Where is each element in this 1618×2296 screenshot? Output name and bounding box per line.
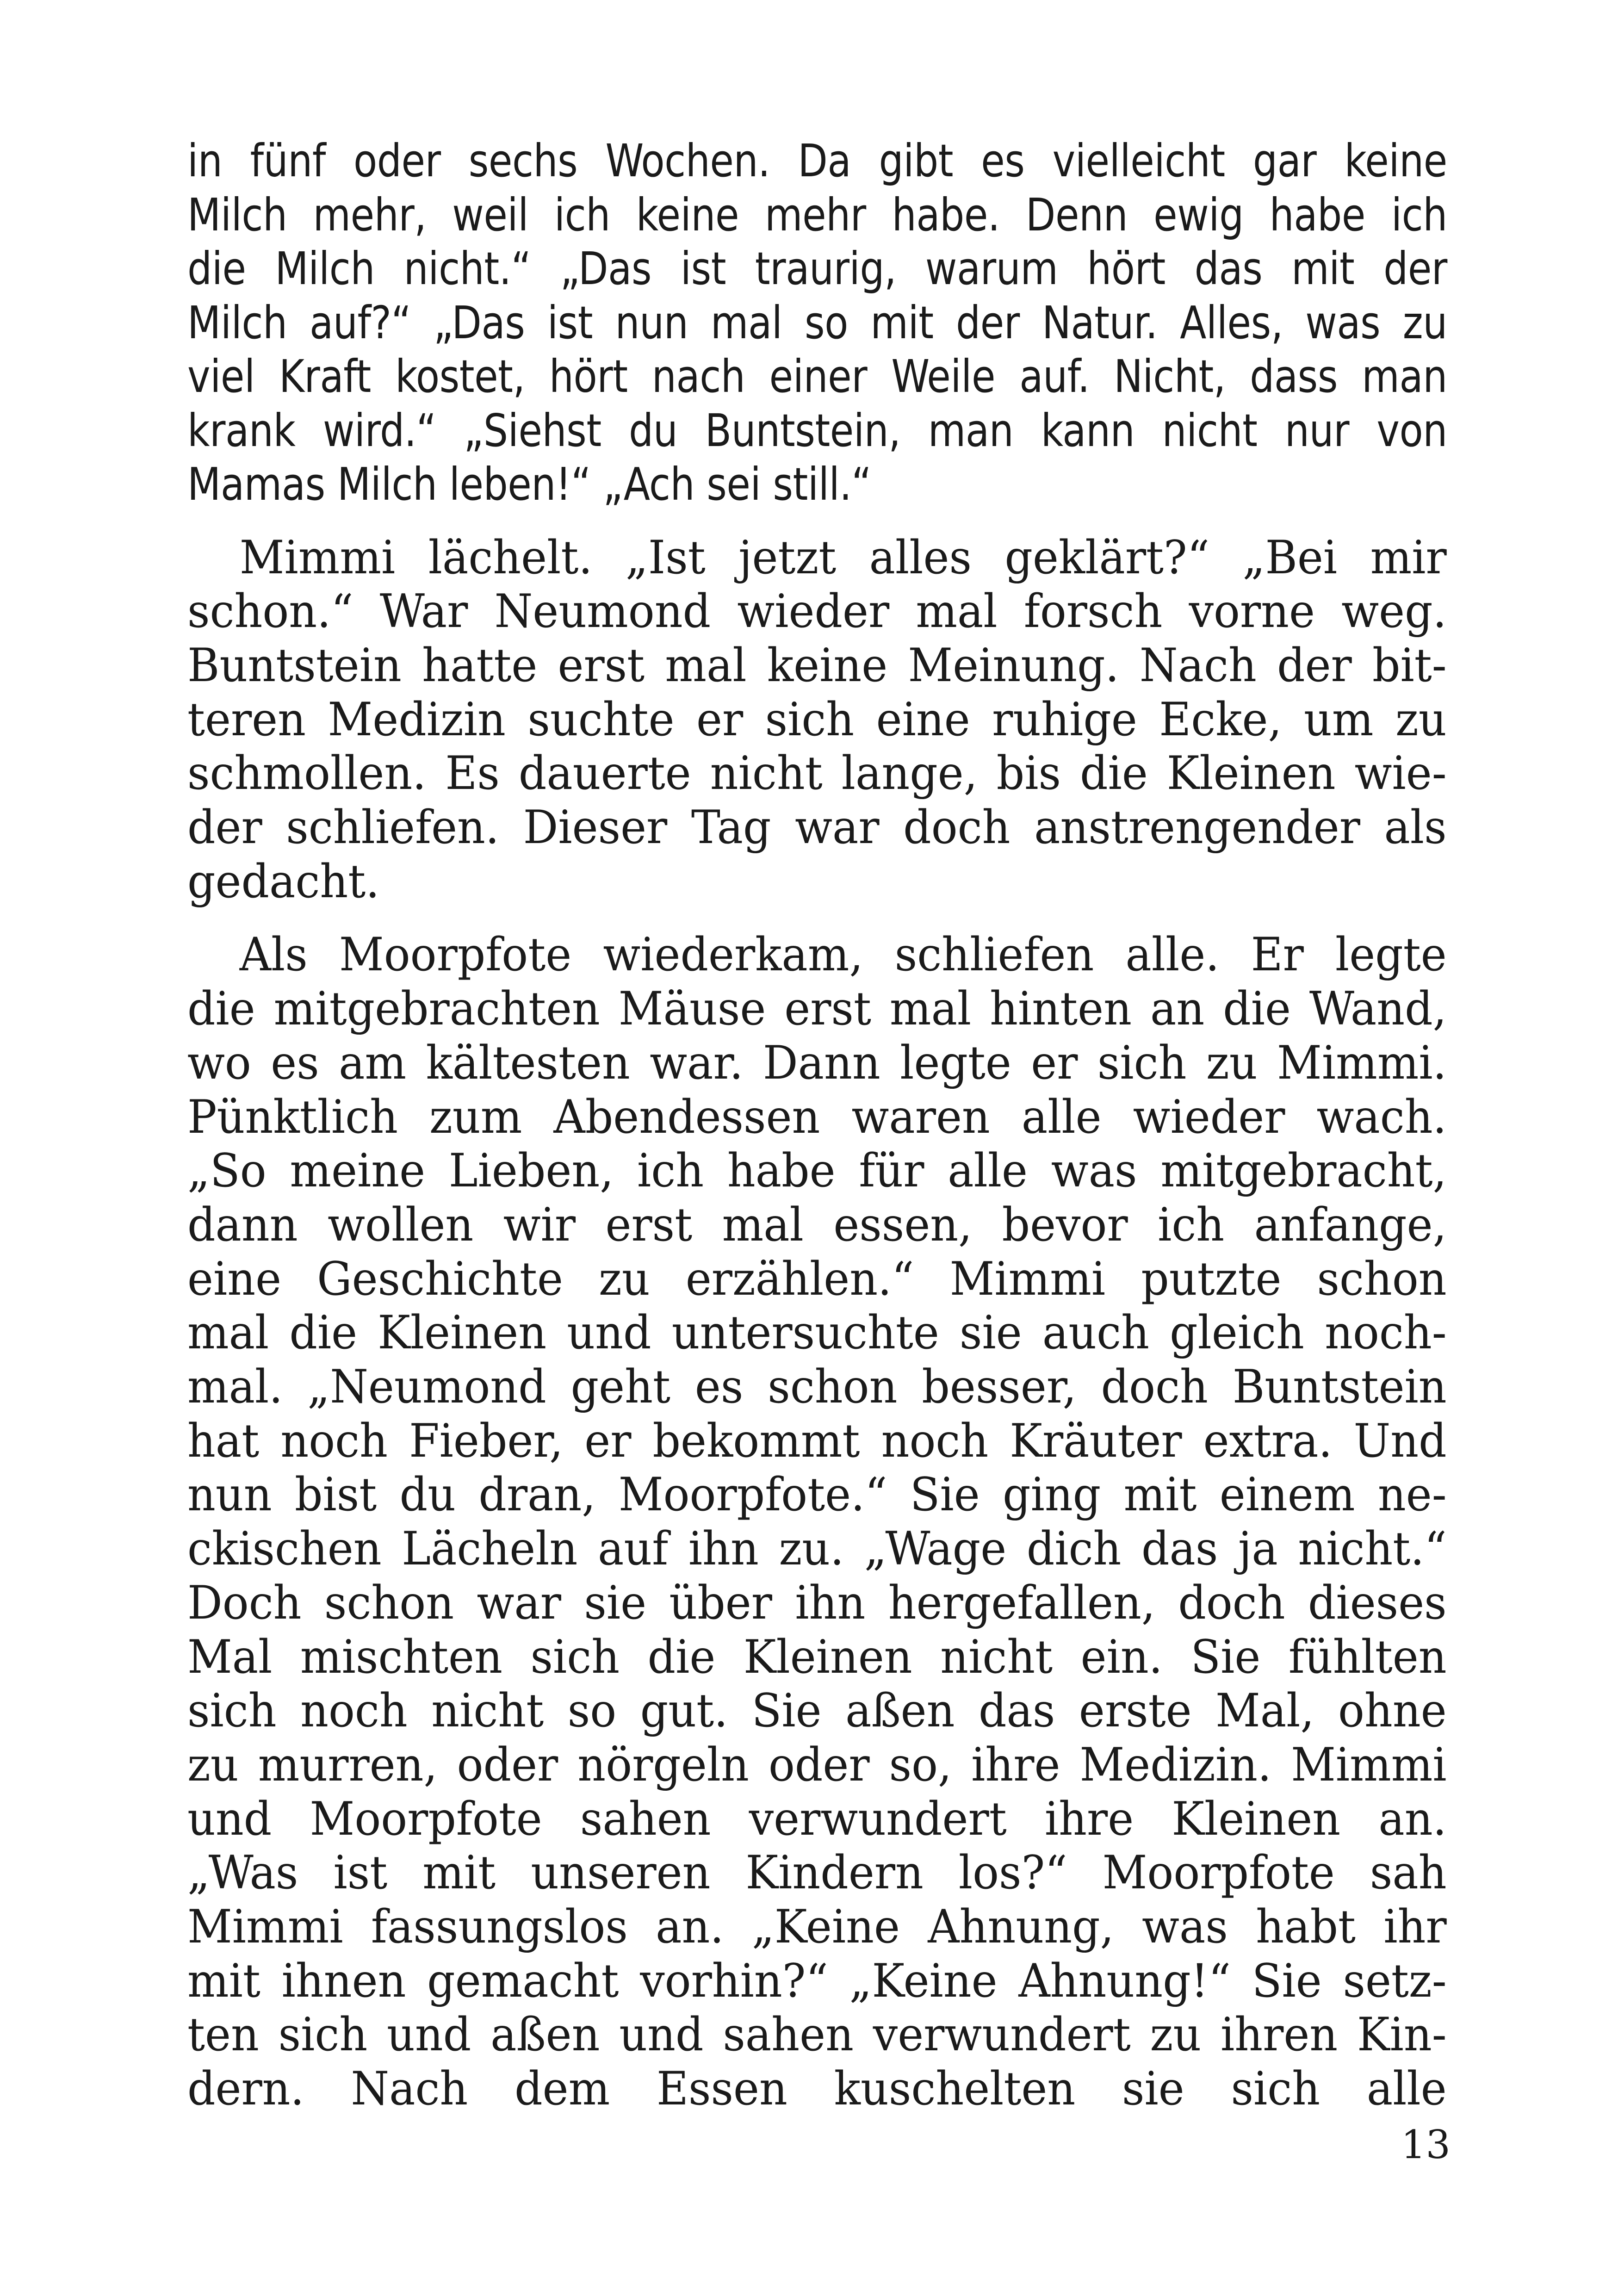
text-line: viel Kraft kostet, hört nach einer Weile auf. Nicht, dass man (187, 350, 1447, 403)
text-line: hat noch Fieber, er bekommt noch Kräuter extra. Und (187, 1414, 1447, 1468)
text-line: Mimmi fassungslos an. „Keine Ahnung, was habt ihr (187, 1900, 1447, 1954)
text-line: „Was ist mit unseren Kindern los?“ Moorpfote sah (187, 1846, 1447, 1900)
text-line: mit ihnen gemacht vorhin?“ „Keine Ahnung!“ Sie setz- (187, 1954, 1447, 2008)
text-line: die Milch nicht.“ „Das ist traurig, warum hört das mit der (187, 242, 1447, 295)
text-line: ten sich und aßen und sahen verwundert zu ihren Kin- (187, 2008, 1447, 2062)
text-line: Buntstein hatte erst mal keine Meinung. Nach der bit- (187, 639, 1447, 692)
text-line: Milch mehr, weil ich keine mehr habe. Denn ewig habe ich (187, 188, 1447, 241)
text-line: ckischen Lächeln auf ihn zu. „Wage dich das ja nicht.“ (187, 1522, 1447, 1576)
paragraph-2 (187, 531, 1447, 909)
text-line: Milch auf?“ „Das ist nun mal so mit der Natur. Alles, was zu (187, 296, 1447, 349)
text-line: gedacht. (187, 855, 380, 908)
paragraph-1 (187, 134, 1447, 512)
text-line: in fünf oder sechs Wochen. Da gibt es vielleicht gar keine (187, 135, 1447, 187)
text-line: Als Moorpfote wiederkam, schliefen alle. Er legte (239, 928, 1447, 982)
text-line: sich noch nicht so gut. Sie aßen das erste Mal, ohne (187, 1684, 1447, 1738)
text-line: Mimmi lächelt. „Ist jetzt alles geklärt?“ „Bei mir (239, 531, 1447, 584)
text-line: krank wird.“ „Siehst du Buntstein, man kann nicht nur von (187, 404, 1447, 457)
text-line: „So meine Lieben, ich habe für alle was mitgebracht, (187, 1144, 1447, 1198)
text-line: schmollen. Es dauerte nicht lange, bis die Kleinen wie- (187, 747, 1447, 800)
text-line: mal die Kleinen und untersuchte sie auch gleich noch- (187, 1306, 1447, 1360)
text-line: schon.“ War Neumond wieder mal forsch vorne weg. (187, 585, 1447, 639)
text-line: mal. „Neumond geht es schon besser, doch Buntstein (187, 1360, 1447, 1414)
book-page (187, 134, 1447, 2116)
text-line: zu murren, oder nörgeln oder so, ihre Medizin. Mimmi (187, 1738, 1447, 1792)
text-line: nun bist du dran, Moorpfote.“ Sie ging mit einem ne- (187, 1468, 1447, 1522)
text-line: die mitgebrachten Mäuse erst mal hinten an die Wand, (187, 982, 1447, 1036)
text-line: teren Medizin suchte er sich eine ruhige Ecke, um zu (187, 693, 1447, 746)
text-line: der schliefen. Dieser Tag war doch anstrengender als (187, 801, 1447, 855)
text-line: Mamas Milch leben!“ „Ach sei still.“ (187, 458, 872, 510)
text-line: dann wollen wir erst mal essen, bevor ich anfange, (187, 1198, 1447, 1252)
text-line: dern. Nach dem Essen kuschelten sie sich alle (187, 2062, 1447, 2116)
text-line: Mal mischten sich die Kleinen nicht ein. Sie fühlten (187, 1630, 1447, 1684)
text-line: und Moorpfote sahen verwundert ihre Kleinen an. (187, 1792, 1447, 1846)
text-line: wo es am kältesten war. Dann legte er sich zu Mimmi. (187, 1036, 1447, 1090)
paragraph-3 (187, 928, 1447, 2116)
text-line: Pünktlich zum Abendessen waren alle wieder wach. (187, 1090, 1447, 1144)
text-line: Doch schon war sie über ihn hergefallen, doch dieses (187, 1576, 1447, 1630)
text-line: eine Geschichte zu erzählen.“ Mimmi putzte schon (187, 1252, 1447, 1306)
page-number: 13 (1401, 2122, 1451, 2167)
